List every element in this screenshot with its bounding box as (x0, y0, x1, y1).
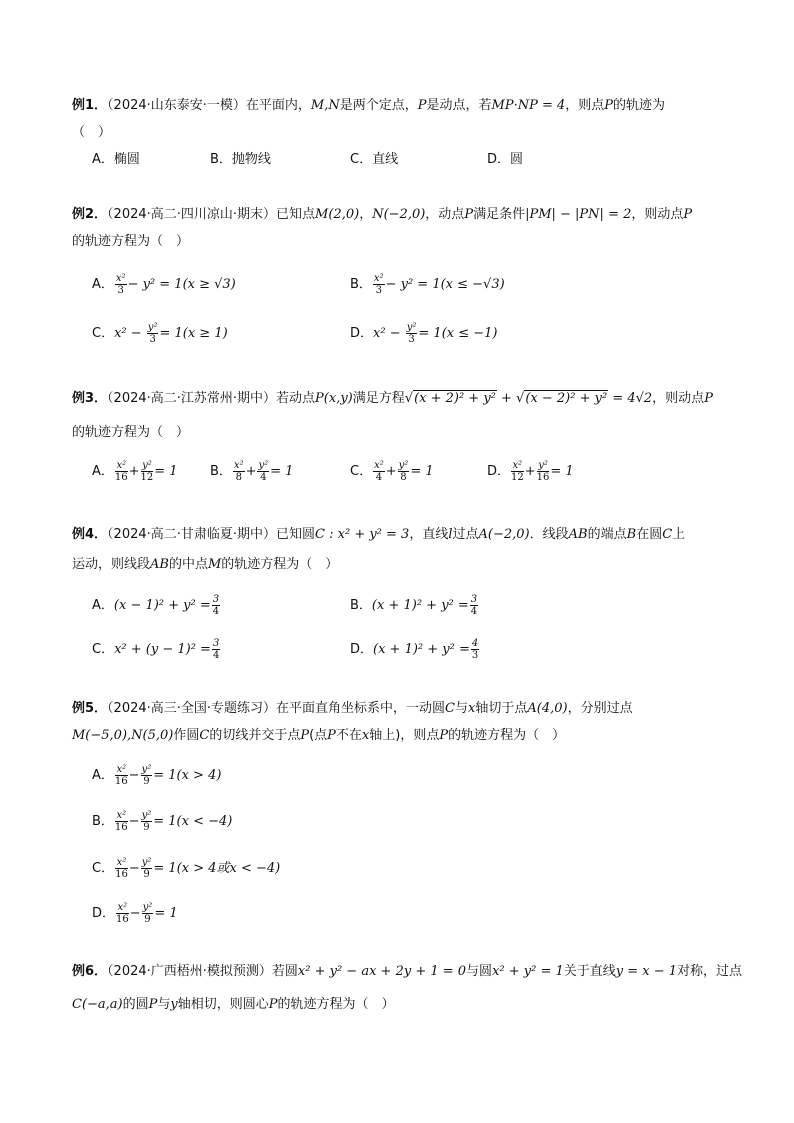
q4-number: 例4． (72, 527, 108, 542)
q4-source: （2024·高二·甘肃临夏·期中） (107, 527, 277, 542)
q1-option-d: D．圆 (487, 152, 524, 167)
q6-number: 例6． (72, 964, 108, 979)
q3-source: （2024·高二·江苏常州·期中） (107, 391, 277, 406)
q2-option-a: A． $\frac{\text{x²}}{3}$ − y² = 1(x ≥ √3) (92, 273, 236, 296)
q5-source: （2024·高三·全国·专题练习） (107, 701, 277, 716)
q2-condition: |PM| − |PN| = 2 (525, 207, 632, 222)
q4-option-a: A．(x − 1)² + y² = $\frac{3}{4}$ (92, 594, 220, 617)
q2-option-d: D．x² − $\frac{\text{y²}}{3}$ = 1(x ≤ −1) (350, 322, 498, 345)
q4-line2: 运动，则线段AB的中点M的轨迹方程为（ ） (72, 557, 339, 572)
q4-option-c: C．x² + (y − 1)² = $\frac{3}{4}$ (92, 638, 220, 661)
q1-line1: 例1．（2024·山东泰安·一模）在平面内，M,N是两个定点，P是动点，若MP·NP = 4，则点P的轨迹为 (72, 98, 666, 113)
q3-option-b: B． $\frac{\text{x²}}{8}$ + $\frac{\text{y²}}{4}$ = 1 (210, 460, 294, 483)
q5-line2: M(−5,0),N(5,0)作圆C的切线并交于点P(点P不在x轴上)，则点P的轨迹方程为（ ） (72, 728, 566, 743)
q3-line1: 例3．（2024·高二·江苏常州·期中）若动点P(x,y)满足方程√(x + 2)² + y² + √(x − 2)² + y² = 4√2，则动点P (72, 391, 713, 406)
q5-option-a: A． $\frac{\text{x²}}{16}$ − $\frac{\text{y²}}{9}$ = 1(x > 4) (92, 764, 222, 787)
q4-option-d: D．(x + 1)² + y² = $\frac{4}{3}$ (350, 638, 479, 661)
q1-option-c: C．直线 (350, 152, 399, 167)
q1-dot-product: MP·NP = 4 (491, 98, 566, 113)
q5-option-d: D． $\frac{\text{x²}}{16}$ − $\frac{\text{y²}}{9}$ = 1 (92, 902, 178, 925)
q2-line2: 的轨迹方程为（ ） (72, 234, 190, 249)
q2-number: 例2． (72, 207, 108, 222)
q5-line1: 例5．（2024·高三·全国·专题练习）在平面直角坐标系中，一动圆C与x轴切于点A(4,0)，分别过点 (72, 701, 633, 716)
q2-line1: 例2．（2024·高二·四川凉山·期末）已知点M(2,0)，N(−2,0)，动点P满足条件|PM| − |PN| = 2，则动点P (72, 207, 693, 222)
q3-option-d: D． $\frac{\text{x²}}{12}$ + $\frac{\text{y²}}{16}$ = 1 (487, 460, 574, 483)
q3-option-c: C． $\frac{\text{x²}}{4}$ + $\frac{\text{y²}}{8}$ = 1 (350, 460, 434, 483)
q5-option-b: B． $\frac{\text{x²}}{16}$ − $\frac{\text{y²}}{9}$ = 1(x < −4) (92, 810, 233, 833)
q3-equation: √(x + 2)² + y² + √(x − 2)² + y² (404, 391, 608, 406)
q5-option-c: C． $\frac{\text{x²}}{16}$ − $\frac{\text{y²}}{9}$ = 1(x > 4或x < −4) (92, 857, 281, 880)
q1-option-b: B．抛物线 (210, 152, 271, 167)
q6-line2: C(−a,a)的圆P与y轴相切，则圆心P的轨迹方程为（ ） (72, 997, 395, 1012)
q1-number: 例1． (72, 98, 108, 113)
q4-line1: 例4．（2024·高二·甘肃临夏·期中）已知圆C : x² + y² = 3，直线l过点A(−2,0)．线段AB的端点B在圆C上 (72, 527, 686, 542)
q1-source: （2024·山东泰安·一模） (107, 98, 246, 113)
q6-line1: 例6．（2024·广西梧州·模拟预测）若圆x² + y² − ax + 2y + 1 = 0与圆x² + y² = 1关于直线y = x − 1对称，过点 (72, 964, 743, 979)
q3-number: 例3． (72, 391, 108, 406)
q4-option-b: B．(x + 1)² + y² = $\frac{3}{4}$ (350, 594, 478, 617)
q2-source: （2024·高二·四川凉山·期末） (107, 207, 277, 222)
q3-line2: 的轨迹方程为（ ） (72, 425, 190, 440)
q6-source: （2024·广西梧州·模拟预测） (107, 964, 272, 979)
q1-option-a: A．椭圆 (92, 152, 140, 167)
q1-paren: （ ） (72, 125, 112, 140)
q5-number: 例5． (72, 701, 108, 716)
q3-option-a: A． $\frac{\text{x²}}{16}$ + $\frac{\text{y²}}{12}$ = 1 (92, 460, 178, 483)
q2-option-b: B． $\frac{\text{x²}}{3}$ − y² = 1(x ≤ −√3) (350, 273, 505, 296)
q2-option-c: C．x² − $\frac{\text{y²}}{3}$ = 1(x ≥ 1) (92, 322, 228, 345)
